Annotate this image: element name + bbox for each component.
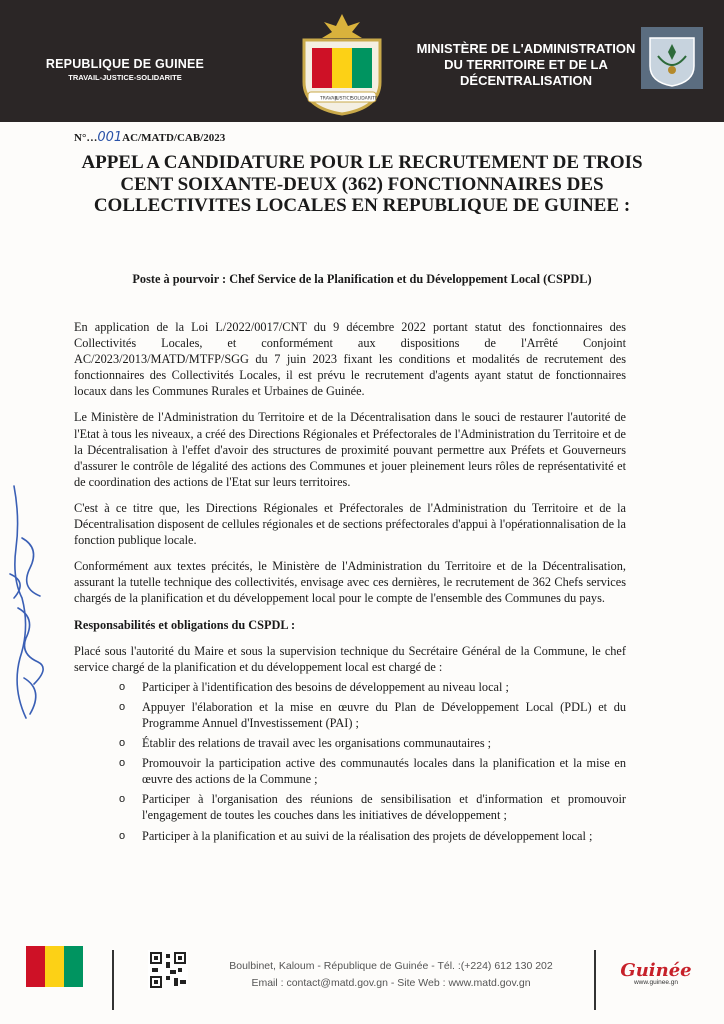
ministry-line: MINISTÈRE DE L'ADMINISTRATION [416, 41, 636, 56]
footer-divider [112, 950, 114, 1010]
document-body [74, 319, 626, 848]
footer-address: Boulbinet, Kaloum - République de Guinée - Tél. :(+224) 612 130 202 [229, 960, 553, 972]
emblem-banner-left: TRAVAIL [320, 96, 339, 102]
footer-divider [594, 950, 596, 1010]
guinee-brand-logo [606, 960, 706, 986]
paragraph: En application de la Loi L/2022/0017/CNT du 9 décembre 2022 portant statut des fonctionnaires des Collectivités Locales, et conformément aux dispositions de l'Arrêté Conjoint AC/2023/2013/MATD/MTFP/SGG du 7 juin 2023 fixant les conditions et modalités de recrutement des fonctionnaires des Collectivités Locales, il est prévu le recrutement d'agents ayant statut de fonctionnaires locaux dans les Communes Rurales et Urbaines de Guinée. [74, 320, 626, 399]
position-heading: Poste à pourvoir : Chef Service de la Planification et du Développement Local (CSPDL) [132, 272, 592, 286]
letterhead-banner [0, 0, 724, 122]
ministry-name [415, 41, 637, 89]
list-item: o Participer à la planification et au suivi de la réalisation des projets de développement local ; [74, 828, 626, 844]
list-item: o Appuyer l'élaboration et la mise en œuvre du Plan de Développement Local (PDL) et du Programme Annuel d'Investissement (PAI) ; [74, 699, 626, 731]
paragraph: C'est à ce titre que, les Directions Régionales et Préfectorales de l'Administration du Territoire et de la Décentralisation disposent de cellules régionales et de sections préfectorales d'appui à l'opérationnalisation de la fonction publique locale. [74, 500, 626, 548]
responsibilities-list [74, 679, 626, 844]
paragraph: Conformément aux textes précités, le Ministère de l'Administration du Territoire et de la Décentralisation, assurant la tutelle technique des collectivités, envisage avec ces dernières, le recrutement de 362 Chefs services chargés de la planification et du développement local pour le compte de l'ensemble des Communes du pays. [74, 559, 626, 606]
list-item: o Participer à l'identification des besoins de développement au niveau local ; [74, 679, 626, 695]
national-motto: TRAVAIL-JUSTICE-SOLIDARITE [68, 73, 182, 82]
republic-block [20, 57, 230, 82]
section-heading: Responsabilités et obligations du CSPDL : [74, 617, 296, 632]
list-item: o Établir des relations de travail avec les organisations communautaires ; [74, 735, 626, 751]
emblem-banner-center: JUSTICE [335, 96, 353, 102]
reference-code: AC/MATD/CAB/2023 [122, 132, 226, 144]
paragraph: Le Ministère de l'Administration du Territoire et de la Décentralisation dans le souci de restaurer l'autorité de l'Etat à tous les niveaux, a créé des Directions Régionales et Préfectorales de l'Administration du Territoire et de la Décentralisation à l'effet d'avoir des structures de proximité pouvant permettre aux Préfets et Gouverneurs d'assurer le contrôle de légalité des actions des Communes et jouer pleinement leurs rôles de représentativité et de coordination des actions de l'Etat sur leurs territoires. [74, 410, 626, 489]
brand-url[interactable]: www.guinee.gn [633, 979, 679, 986]
qr-code-icon[interactable] [148, 950, 188, 990]
republic-name: REPUBLIQUE DE GUINEE [45, 57, 205, 71]
ministry-line: DU TERRITOIRE ET DE LA [444, 57, 608, 72]
list-item: o Promouvoir la participation active des communautés locales dans la planification et la mise en œuvre des actions de la Commune ; [74, 755, 626, 787]
guinea-flag-icon [26, 946, 83, 987]
section-intro: Placé sous l'autorité du Maire et sous la supervision technique du Secrétaire Général de la Commune, le chef service chargé de la planification et du développement local est chargé de : [74, 643, 626, 674]
handwritten-number: 001 [97, 130, 123, 145]
list-item: o Participer à l'organisation des réunions de sensibilisation et d'information et promouvoir l'engagement de toutes les couches dans les initiatives de développement ; [74, 791, 626, 823]
footer-email-web[interactable]: Email : contact@matd.gov.gn - Site Web : www.matd.gov.gn [251, 977, 531, 989]
margin-signature-icon [0, 478, 60, 738]
document-title: APPEL A CANDIDATURE POUR LE RECRUTEMENT DE TROIS CENT SOIXANTE-DEUX (362) FONCTIONNAIRES DES COLLECTIVITES LOCALES EN REPUBLIQUE DE GUINEE : [81, 152, 643, 216]
emblem-banner-right: SOLIDARITE [351, 96, 378, 102]
reference-prefix: N° [74, 132, 87, 144]
ministry-logo-icon [640, 26, 704, 90]
ministry-line: DÉCENTRALISATION [460, 73, 592, 88]
brand-name: Guinée [620, 960, 692, 981]
footer-contact [198, 958, 584, 992]
national-emblem-icon [298, 12, 386, 116]
reference-number: N°…001AC/MATD/CAB/2023 [74, 130, 226, 145]
